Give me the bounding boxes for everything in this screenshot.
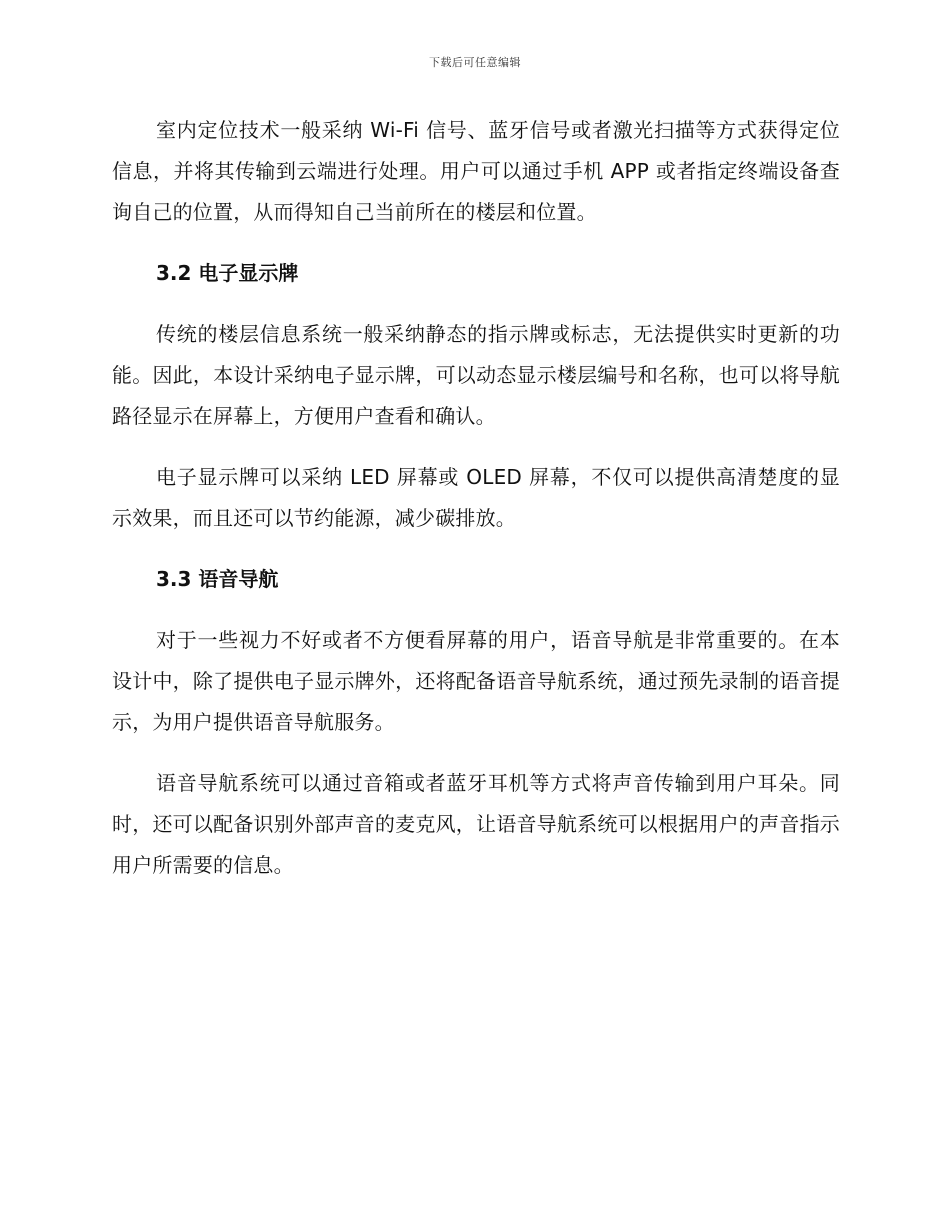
page-header: 下载后可任意编辑 — [429, 56, 521, 69]
document-body — [112, 110, 840, 906]
paragraph-electronic-display-intro: 传统的楼层信息系统一般采纳静态的指示牌或标志，无法提供实时更新的功能。因此，本设计采纳电子显示牌，可以动态显示楼层编号和名称，也可以将导航路径显示在屏幕上，方便用户查看和确认。 — [112, 322, 840, 428]
paragraph-electronic-display-screen: 电子显示牌可以采纳 LED 屏幕或 OLED 屏幕，不仅可以提供高清楚度的显示效果，而且还可以节约能源，减少碳排放。 — [112, 465, 840, 530]
section-heading-3-3: 3.3 语音导航 — [156, 567, 279, 591]
paragraph-indoor-positioning: 室内定位技术一般采纳 Wi-Fi 信号、蓝牙信号或者激光扫描等方式获得定位信息，并将其传输到云端进行处理。用户可以通过手机 APP 或者指定终端设备查询自己的位置，从而得知自己当前所在的楼层和位置。 — [112, 118, 840, 224]
paragraph-voice-navigation-system: 语音导航系统可以通过音箱或者蓝牙耳机等方式将声音传输到用户耳朵。同时，还可以配备识别外部声音的麦克风，让语音导航系统可以根据用户的声音指示用户所需要的信息。 — [112, 771, 840, 877]
section-heading-3-2: 3.2 电子显示牌 — [156, 261, 299, 285]
paragraph-voice-navigation-intro: 对于一些视力不好或者不方便看屏幕的用户，语音导航是非常重要的。在本设计中，除了提供电子显示牌外，还将配备语音导航系统，通过预先录制的语音提示，为用户提供语音导航服务。 — [112, 628, 840, 734]
